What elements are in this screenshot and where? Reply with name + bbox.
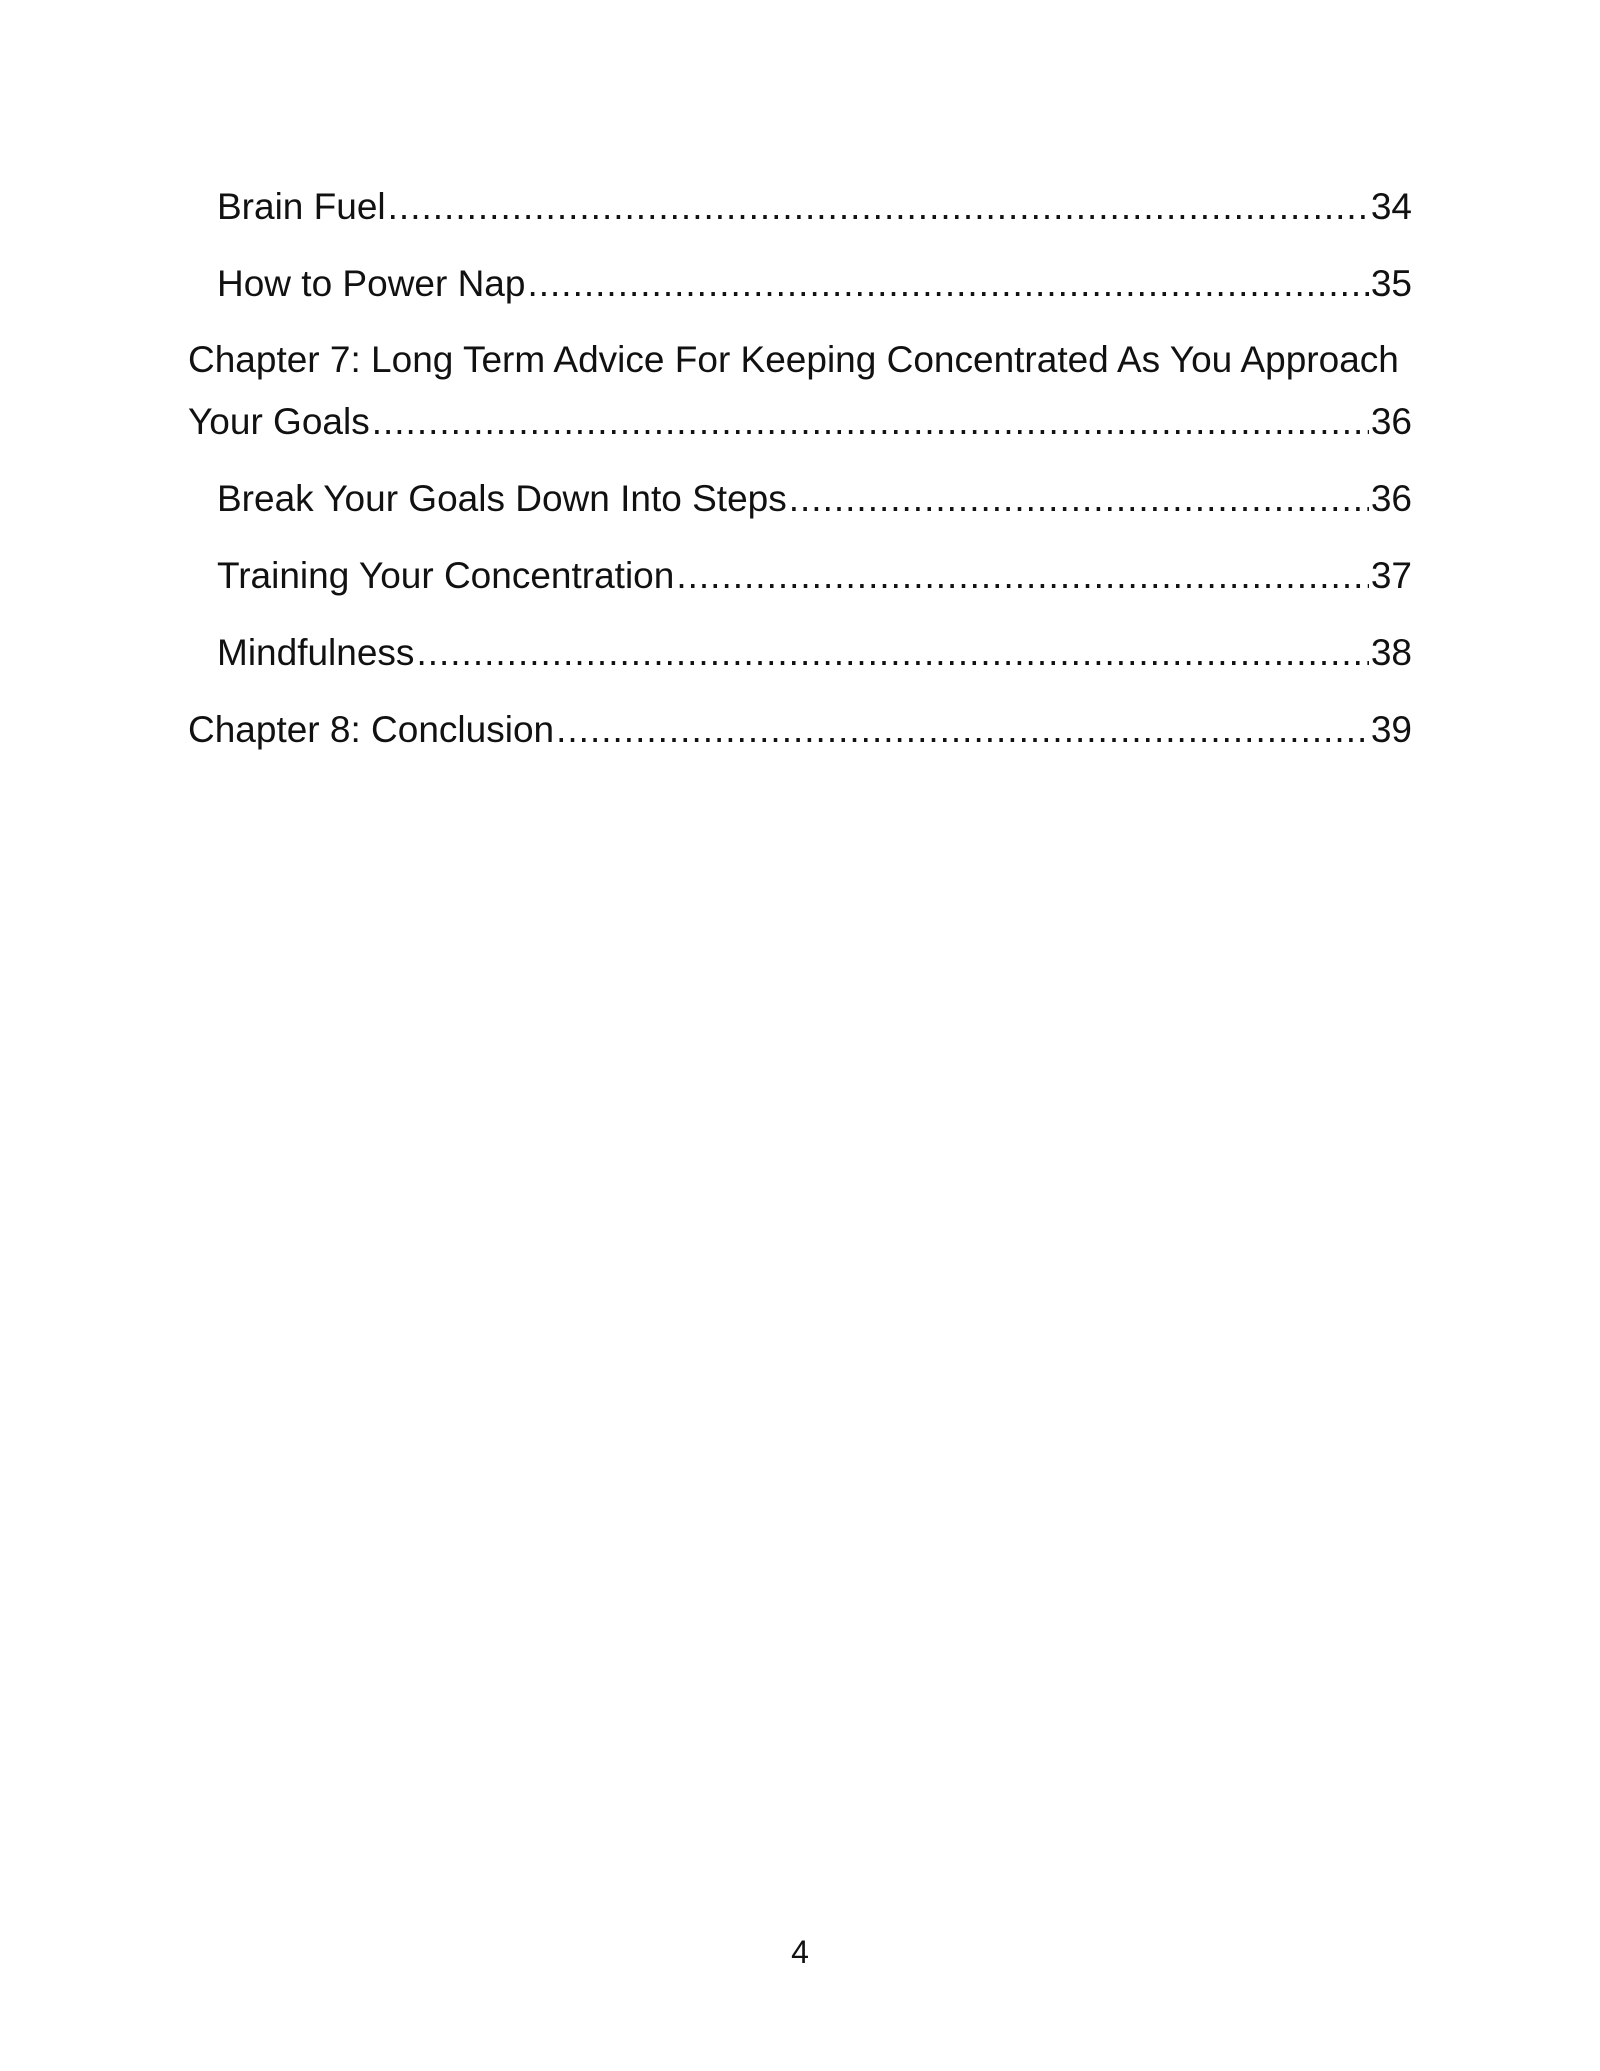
toc-entry-title: Break Your Goals Down Into Steps <box>217 478 787 519</box>
toc-entry-mindfulness[interactable] <box>217 628 1412 678</box>
toc-entry-page: 38 <box>1370 632 1412 673</box>
toc-dot-leader <box>556 705 1369 755</box>
toc-entry-how-to-power-nap[interactable] <box>217 259 1412 309</box>
toc-entry-title-line-1: Chapter 7: Long Term Advice For Keeping Concentrated As You Approach <box>188 339 1399 380</box>
toc-entry-page: 34 <box>1370 186 1412 227</box>
toc-dot-leader <box>388 182 1369 232</box>
page-number: 4 <box>791 1934 809 1970</box>
toc-entry-page: 37 <box>1370 555 1412 596</box>
toc-entry-chapter-8[interactable] <box>188 705 1412 755</box>
toc-entry-chapter-7[interactable] <box>188 335 1412 465</box>
toc-entry-page: 36 <box>1370 401 1412 442</box>
toc-entry-page: 35 <box>1370 263 1412 304</box>
toc-dot-leader <box>372 397 1369 447</box>
toc-entry-page: 39 <box>1370 709 1412 750</box>
toc-entry-training-concentration[interactable] <box>217 551 1412 601</box>
toc-entry-title: Training Your Concentration <box>217 555 675 596</box>
toc-entry-title: How to Power Nap <box>217 263 526 304</box>
toc-dot-leader <box>527 259 1368 309</box>
toc-entry-title: Brain Fuel <box>217 186 386 227</box>
toc-entry-title-line-2: Your Goals <box>188 401 370 442</box>
toc-entry-title: Mindfulness <box>217 632 415 673</box>
toc-entry-brain-fuel[interactable] <box>217 182 1412 232</box>
toc-dot-leader <box>416 628 1368 678</box>
toc-entry-page: 36 <box>1370 478 1412 519</box>
toc-entry-break-goals-into-steps[interactable] <box>217 474 1412 524</box>
toc-entry-title: Chapter 8: Conclusion <box>188 709 555 750</box>
toc-dot-leader <box>676 551 1369 601</box>
toc-dot-leader <box>789 474 1369 524</box>
